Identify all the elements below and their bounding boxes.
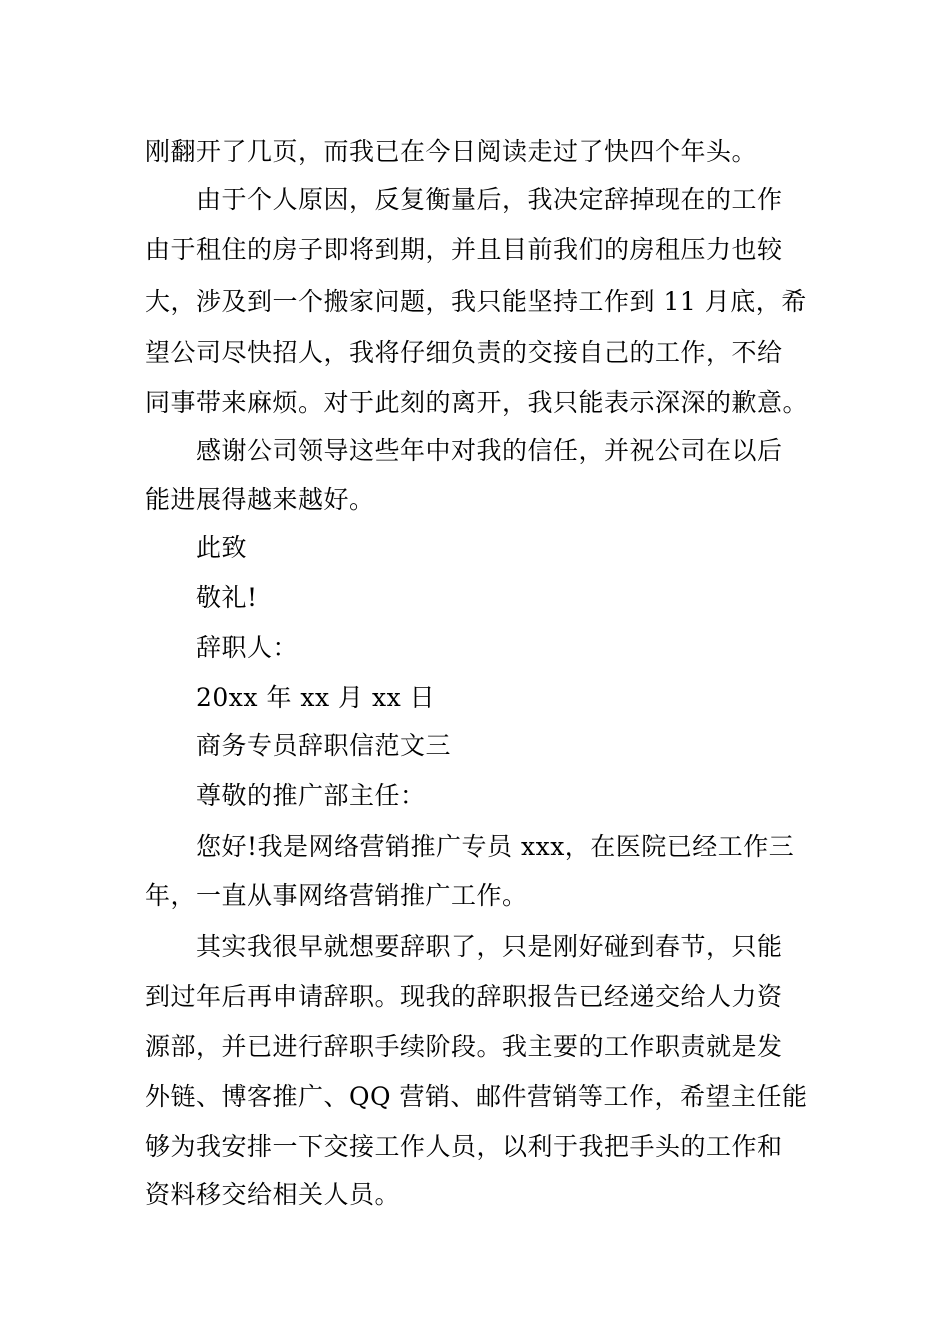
p11-line-6: 资料移交给相关人员。 [145,1180,401,1209]
p2-line-4: 望公司尽快招人，我将仔细负责的交接自己的工作，不给 [145,338,783,367]
signer-label: 辞职人： [196,633,299,662]
closing-salutation: 此致 [196,533,248,562]
p11-line-1: 其实我很早就想要辞职了，只是刚好碰到春节，只能 [196,932,783,961]
letter-addressee: 尊敬的推广部主任： [196,781,426,810]
p2-line-5: 同事带来麻烦。对于此刻的离开，我只能表示深深的歉意。 [145,388,809,417]
letter-date: 20xx 年 xx 月 xx 日 [196,683,436,712]
p2-line-2: 由于租住的房子即将到期，并且目前我们的房租压力也较 [145,235,783,264]
p3-line-1: 感谢公司领导这些年中对我的信任，并祝公司在以后 [196,436,783,465]
p10-line-1: 您好!我是网络营销推广专员 xxx，在医院已经工作三 [196,832,795,861]
p1-line-1: 刚翻开了几页，而我已在今日阅读走过了快四个年头。 [145,137,758,166]
p2-line-1: 由于个人原因，反复衡量后，我决定辞掉现在的工作 [196,185,783,214]
closing-regards: 敬礼! [196,583,258,612]
section-title: 商务专员辞职信范文三 [196,731,452,760]
p11-line-3: 源部，并已进行辞职手续阶段。我主要的工作职责就是发 [145,1032,783,1061]
p10-line-2: 年，一直从事网络营销推广工作。 [145,881,528,910]
p2-line-3: 大，涉及到一个搬家问题，我只能坚持工作到 11 月底，希 [145,287,807,316]
p11-line-4: 外链、博客推广、QQ 营销、邮件营销等工作，希望主任能 [145,1082,808,1111]
p11-line-2: 到过年后再申请辞职。现我的辞职报告已经递交给人力资 [145,982,783,1011]
p3-line-2: 能进展得越来越好。 [145,485,375,514]
p11-line-5: 够为我安排一下交接工作人员，以利于我把手头的工作和 [145,1132,783,1161]
